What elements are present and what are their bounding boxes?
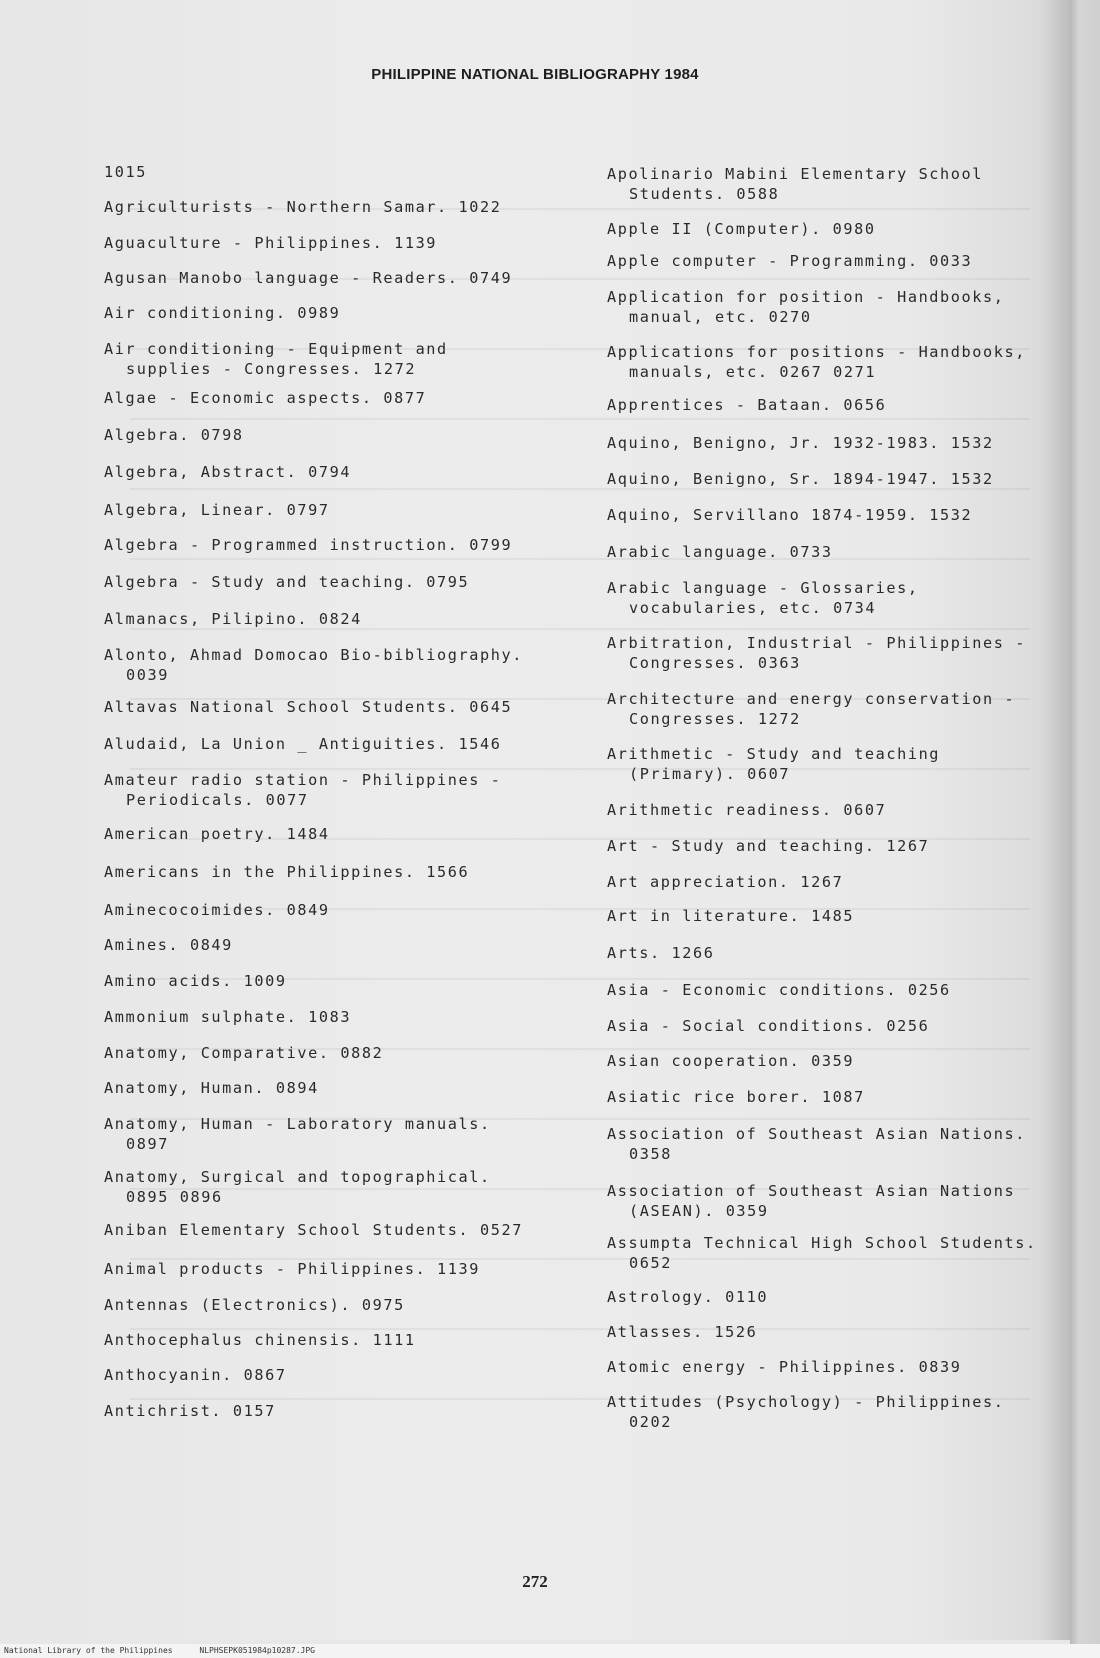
- right-entry: [607, 633, 1062, 673]
- left-entry: [104, 425, 574, 445]
- entry-continuation: 0652: [629, 1254, 672, 1272]
- entry-continuation: vocabularies, etc. 0734: [629, 599, 877, 617]
- entry-heading: Attitudes (Psychology) - Philippines.: [607, 1393, 1005, 1411]
- entry-heading: Aquino, Benigno, Jr. 1932-1983. 1532: [607, 434, 994, 452]
- entry-continuation: Periodicals. 0077: [126, 791, 309, 809]
- entry-heading: Arts. 1266: [607, 944, 715, 962]
- entry-heading: Agriculturists - Northern Samar. 1022: [104, 198, 502, 216]
- right-entry: [607, 800, 1062, 820]
- right-entry: [607, 1287, 1062, 1307]
- entry-heading: American poetry. 1484: [104, 825, 330, 843]
- entry-heading: Association of Southeast Asian Nations.: [607, 1125, 1027, 1143]
- left-entry: [104, 1365, 574, 1385]
- left-entry: [104, 734, 574, 754]
- entry-heading: Aquino, Servillano 1874-1959. 1532: [607, 506, 973, 524]
- left-entry: [104, 1259, 574, 1279]
- left-entry: [104, 572, 574, 592]
- entry-continuation: 0897: [126, 1135, 169, 1153]
- entry-heading: Association of Southeast Asian Nations: [607, 1182, 1016, 1200]
- entry-heading: Amino acids. 1009: [104, 972, 287, 990]
- entry-heading: Aminecocoimides. 0849: [104, 901, 330, 919]
- entry-continuation: (Primary). 0607: [629, 765, 791, 783]
- left-entry: [104, 1043, 574, 1063]
- left-entry: [104, 1078, 574, 1098]
- entry-heading: Asia - Economic conditions. 0256: [607, 981, 951, 999]
- entry-heading: Apprentices - Bataan. 0656: [607, 396, 887, 414]
- entry-heading: Ammonium sulphate. 1083: [104, 1008, 352, 1026]
- left-entry: [104, 862, 574, 882]
- entry-heading: Algebra, Abstract. 0794: [104, 463, 352, 481]
- right-entry: [607, 1322, 1062, 1342]
- entry-heading: Apple II (Computer). 0980: [607, 220, 876, 238]
- entry-heading: Art appreciation. 1267: [607, 873, 844, 891]
- left-entry: [104, 900, 574, 920]
- left-entry: [104, 935, 574, 955]
- left-entry: [104, 268, 574, 288]
- right-entry: [607, 836, 1062, 856]
- entry-heading: Apolinario Mabini Elementary School: [607, 165, 984, 183]
- right-entry: [607, 1392, 1062, 1432]
- right-entry: [607, 1181, 1062, 1221]
- entry-heading: Air conditioning - Equipment and: [104, 340, 448, 358]
- entry-heading: Arabic language. 0733: [607, 543, 833, 561]
- left-entry: [104, 162, 574, 182]
- right-entry: [607, 287, 1062, 327]
- entry-heading: Altavas National School Students. 0645: [104, 698, 513, 716]
- right-entry: [607, 433, 1062, 453]
- right-entry: [607, 1087, 1062, 1107]
- left-entry: [104, 1330, 574, 1350]
- left-entry: [104, 697, 574, 717]
- right-entry: [607, 1124, 1062, 1164]
- left-entry: [104, 1295, 574, 1315]
- right-entry: [607, 744, 1062, 784]
- entry-continuation: 0358: [629, 1145, 672, 1163]
- page-edge: [1070, 0, 1100, 1658]
- entry-heading: Applications for positions - Handbooks,: [607, 343, 1027, 361]
- right-entry: [607, 469, 1062, 489]
- entry-continuation: Congresses. 0363: [629, 654, 801, 672]
- entry-heading: Anatomy, Comparative. 0882: [104, 1044, 384, 1062]
- entry-continuation: manuals, etc. 0267 0271: [629, 363, 877, 381]
- entry-continuation: Congresses. 1272: [629, 710, 801, 728]
- entry-heading: Amines. 0849: [104, 936, 233, 954]
- right-entry: [607, 542, 1062, 562]
- left-entry: [104, 609, 574, 629]
- entry-heading: Antennas (Electronics). 0975: [104, 1296, 405, 1314]
- left-entry: [104, 1220, 574, 1240]
- entry-heading: Asiatic rice borer. 1087: [607, 1088, 865, 1106]
- entry-heading: Air conditioning. 0989: [104, 304, 341, 322]
- entry-heading: Art in literature. 1485: [607, 907, 855, 925]
- right-entry: [607, 943, 1062, 963]
- page-title: PHILIPPINE NATIONAL BIBLIOGRAPHY 1984: [371, 66, 699, 83]
- entry-heading: Aguaculture - Philippines. 1139: [104, 234, 438, 252]
- right-entry: [607, 164, 1062, 204]
- entry-heading: 1015: [104, 163, 147, 181]
- right-entry: [607, 219, 1062, 239]
- entry-heading: Aludaid, La Union _ Antiguities. 1546: [104, 735, 502, 753]
- right-entry: [607, 1016, 1062, 1036]
- entry-heading: Atomic energy - Philippines. 0839: [607, 1358, 962, 1376]
- entry-continuation: (ASEAN). 0359: [629, 1202, 769, 1220]
- page-number: 272: [522, 1572, 548, 1591]
- right-entry: [607, 251, 1062, 271]
- entry-heading: Algae - Economic aspects. 0877: [104, 389, 427, 407]
- entry-continuation: manual, etc. 0270: [629, 308, 812, 326]
- entry-heading: Arithmetic - Study and teaching: [607, 745, 941, 763]
- entry-heading: Algebra, Linear. 0797: [104, 501, 330, 519]
- entry-heading: Arithmetic readiness. 0607: [607, 801, 887, 819]
- entry-continuation: supplies - Congresses. 1272: [126, 360, 417, 378]
- left-entry: [104, 462, 574, 482]
- left-entry: [104, 535, 574, 555]
- left-entry: [104, 770, 574, 810]
- right-entry: [607, 342, 1062, 382]
- entry-continuation: Students. 0588: [629, 185, 780, 203]
- entry-heading: Application for position - Handbooks,: [607, 288, 1005, 306]
- entry-heading: Aniban Elementary School Students. 0527: [104, 1221, 524, 1239]
- right-entry: [607, 578, 1062, 618]
- footer-file: NLPHSEPK051984p10287.JPG: [199, 1646, 315, 1655]
- left-entry: [104, 500, 574, 520]
- entry-continuation: 0895 0896: [126, 1188, 223, 1206]
- entry-heading: Animal products - Philippines. 1139: [104, 1260, 481, 1278]
- entry-heading: Algebra - Programmed instruction. 0799: [104, 536, 513, 554]
- entry-heading: Alonto, Ahmad Domocao Bio-bibliography.: [104, 646, 524, 664]
- right-entry: [607, 872, 1062, 892]
- entry-heading: Atlasses. 1526: [607, 1323, 758, 1341]
- right-entry: [607, 689, 1062, 729]
- entry-heading: Art - Study and teaching. 1267: [607, 837, 930, 855]
- left-entry: [104, 303, 574, 323]
- entry-heading: Anthocephalus chinensis. 1111: [104, 1331, 416, 1349]
- left-entry: [104, 971, 574, 991]
- left-entry: [104, 339, 574, 379]
- entry-continuation: 0202: [629, 1413, 672, 1431]
- right-entry: [607, 980, 1062, 1000]
- entry-heading: Arabic language - Glossaries,: [607, 579, 919, 597]
- left-entry: [104, 645, 574, 685]
- right-entry: [607, 505, 1062, 525]
- entry-heading: Algebra - Study and teaching. 0795: [104, 573, 470, 591]
- right-entry: [607, 395, 1062, 415]
- entry-heading: Asia - Social conditions. 0256: [607, 1017, 930, 1035]
- left-entry: [104, 824, 574, 844]
- entry-heading: Astrology. 0110: [607, 1288, 769, 1306]
- footer-library: National Library of the Philippines: [4, 1646, 173, 1655]
- entry-heading: Asian cooperation. 0359: [607, 1052, 855, 1070]
- entry-heading: Agusan Manobo language - Readers. 0749: [104, 269, 513, 287]
- left-entry: [104, 197, 574, 217]
- left-entry: [104, 233, 574, 253]
- entry-heading: Anatomy, Human - Laboratory manuals.: [104, 1115, 491, 1133]
- left-entry: [104, 1167, 574, 1207]
- entry-heading: Algebra. 0798: [104, 426, 244, 444]
- entry-heading: Arbitration, Industrial - Philippines -: [607, 634, 1027, 652]
- entry-heading: Americans in the Philippines. 1566: [104, 863, 470, 881]
- right-entry: [607, 1233, 1062, 1273]
- left-entry: [104, 1114, 574, 1154]
- left-entry: [104, 388, 574, 408]
- left-entry: [104, 1401, 574, 1421]
- entry-heading: Anatomy, Surgical and topographical.: [104, 1168, 491, 1186]
- scan-footer: [0, 1644, 1100, 1658]
- right-entry: [607, 1051, 1062, 1071]
- entry-heading: Apple computer - Programming. 0033: [607, 252, 973, 270]
- right-entry: [607, 906, 1062, 926]
- right-entry: [607, 1357, 1062, 1377]
- entry-continuation: 0039: [126, 666, 169, 684]
- entry-heading: Aquino, Benigno, Sr. 1894-1947. 1532: [607, 470, 994, 488]
- entry-heading: Antichrist. 0157: [104, 1402, 276, 1420]
- left-entry: [104, 1007, 574, 1027]
- entry-heading: Architecture and energy conservation -: [607, 690, 1016, 708]
- entry-heading: Amateur radio station - Philippines -: [104, 771, 502, 789]
- entry-heading: Anthocyanin. 0867: [104, 1366, 287, 1384]
- entry-heading: Assumpta Technical High School Students.: [607, 1234, 1037, 1252]
- entry-heading: Almanacs, Pilipino. 0824: [104, 610, 362, 628]
- entry-heading: Anatomy, Human. 0894: [104, 1079, 319, 1097]
